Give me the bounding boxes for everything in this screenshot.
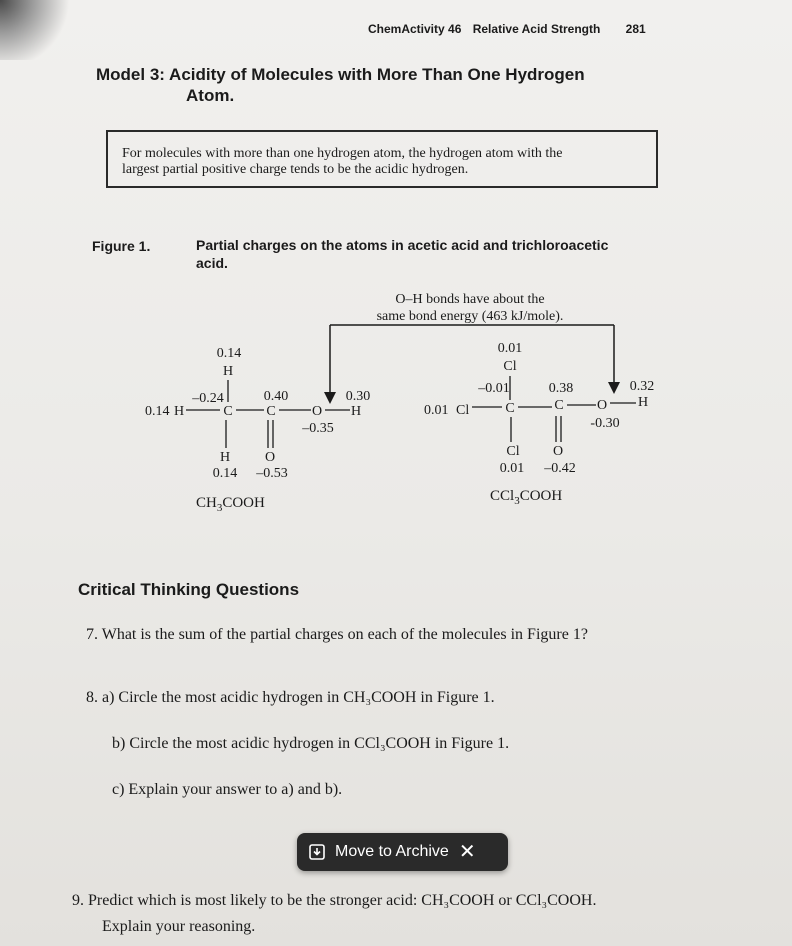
header-title: Relative Acid Strength — [472, 22, 601, 36]
charge-label: 0.14 — [145, 404, 170, 419]
atom-label: C — [554, 398, 564, 413]
rule-line2: largest partial positive charge tends to be the acidic hydrogen. — [122, 162, 469, 177]
bond-note-line2: same bond energy (463 kJ/mole). — [376, 309, 564, 324]
charge-label: 0.14 — [212, 466, 238, 481]
move-to-archive-toast[interactable] — [297, 833, 508, 871]
charge-label: 0.01 — [497, 341, 523, 356]
model-title-line2: Atom. — [186, 86, 235, 105]
atom-label: C — [266, 404, 276, 419]
bond-note-line1: O–H bonds have about the — [395, 292, 545, 307]
question-8a: 8. a) Circle the most acidic hydrogen in CH₃COOH in Figure 1. — [86, 689, 495, 706]
close-icon[interactable]: ✕ — [458, 841, 476, 863]
question-9 — [72, 888, 772, 940]
atom-label: C — [505, 401, 515, 416]
atom-label: H — [637, 395, 649, 410]
archive-icon[interactable] — [309, 844, 325, 860]
atom-label: H — [219, 450, 231, 465]
question-8c: c) Explain your answer to a) and b). — [112, 781, 343, 798]
charge-label: 0.01 — [424, 403, 449, 418]
formula-label: CCl$_3$COOH — [490, 488, 563, 507]
charge-label: 0.14 — [216, 346, 242, 361]
critical-thinking-heading: Critical Thinking Questions — [78, 580, 300, 599]
atom-label: Cl — [506, 444, 520, 459]
atom-label: H — [174, 404, 185, 419]
atom-label: Cl — [456, 403, 470, 418]
move-to-archive-label[interactable]: Move to Archive — [335, 843, 449, 860]
charge-label: 0.38 — [548, 381, 574, 396]
question-7: 7. What is the sum of the partial charges on each of the molecules in Figure 1? — [86, 626, 588, 643]
acetic-acid-structure — [145, 346, 370, 514]
charge-label: –0.35 — [302, 421, 334, 436]
atom-label: C — [223, 404, 233, 419]
atom-label: O — [311, 404, 323, 419]
figure-caption-line2: acid. — [196, 255, 228, 271]
charge-label: –0.53 — [256, 466, 288, 481]
figure-caption-line1: Partial charges on the atoms in acetic acid and trichloroacetic — [196, 237, 609, 253]
charge-label: 0.30 — [345, 389, 371, 404]
atom-label: O — [264, 450, 276, 465]
charge-label: -0.30 — [590, 416, 620, 431]
header-activity: ChemActivity 46 — [368, 22, 462, 36]
question-8b: b) Circle the most acidic hydrogen in CCl₃COOH in Figure 1. — [112, 735, 510, 752]
atom-label: H — [222, 364, 234, 379]
charge-label: 0.01 — [499, 461, 525, 476]
charge-label: –0.24 — [192, 391, 224, 406]
page-number: 281 — [625, 22, 646, 36]
question-9-line2: Explain your reasoning. — [102, 918, 256, 935]
rule-line1: For molecules with more than one hydrogen atom, the hydrogen atom with the — [122, 146, 563, 161]
charge-label: –0.01 — [478, 381, 510, 396]
arrow-down-icon — [324, 392, 336, 404]
model-title-line1: Model 3: Acidity of Molecules with More Than One Hydrogen — [96, 65, 585, 84]
charge-label: –0.42 — [544, 461, 576, 476]
trichloroacetic-acid-structure — [424, 341, 654, 507]
arrow-down-icon — [608, 382, 620, 394]
question-9-line1: 9. Predict which is most likely to be the stronger acid: CH₃COOH or CCl₃COOH. — [72, 892, 597, 909]
charge-label: 0.40 — [263, 389, 289, 404]
atom-label: O — [552, 444, 564, 459]
formula-label: $CH_3COOH$ — [196, 495, 265, 514]
charge-label: 0.32 — [629, 379, 655, 394]
atom-label: O — [596, 398, 608, 413]
figure-label: Figure 1. — [92, 238, 151, 254]
atom-label: H — [350, 404, 362, 419]
atom-label: Cl — [503, 359, 517, 374]
